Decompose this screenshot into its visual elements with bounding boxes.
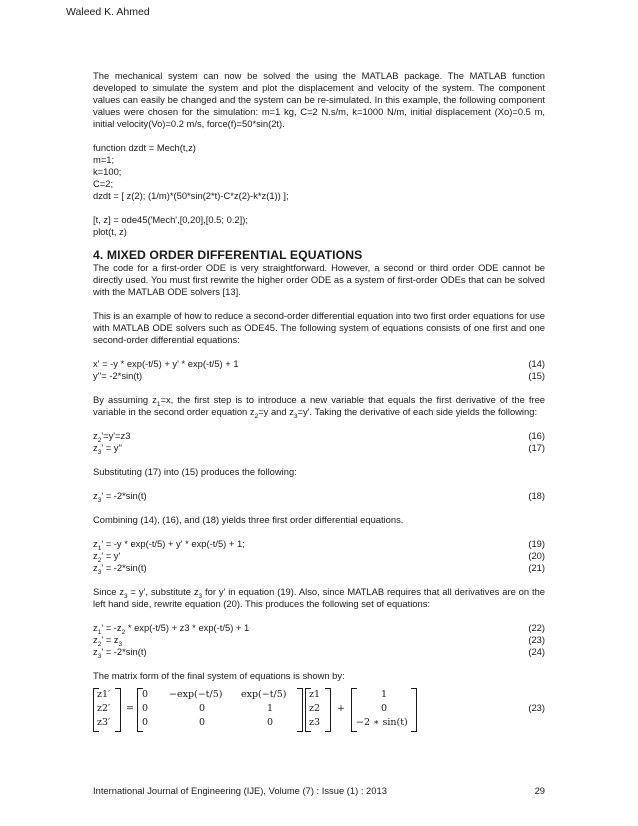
matrix-cell: 0 (199, 717, 206, 728)
matrix-cell: z1 (309, 689, 321, 700)
matrix-cell: 0 (142, 689, 149, 700)
equation-text: $z_3' = -2*\sin(t)$ (93, 562, 147, 576)
code-line: [t, z] = ode45('Mech',[0,20],[0.5; 0.2]); (93, 214, 248, 225)
journal-citation: International Journal of Engineering (IJE), Volume (7) : Issue (1) : 2013 (93, 785, 387, 796)
equation-text: $z_3' = -2*\sin(t)$ (93, 490, 147, 504)
matrix-cell: −2 ∗ sin(t) (356, 717, 408, 728)
forcing-vector (351, 688, 417, 732)
code-line: dzdt = [ z(2); (1/m)*(50*sin(2*t)-C*z(2)-k*z(1)) ]; (93, 190, 289, 201)
equation-number: (20) (528, 550, 545, 561)
equation-text: $z_1' = -y * \exp(-t/5) + y' * \exp(-t/5) + 1$; (93, 538, 245, 552)
equation-number: (21) (528, 562, 545, 573)
equation-number: (22) (528, 622, 545, 633)
paragraph: The code for a first-order ODE is very straightforward. However, a second or third order ODE cannot be directly used. You must first rewrite the higher order ODE as a system of first-order ODEs that can be solved with the MATLAB ODE solvers [13]. (93, 262, 545, 297)
equation-16 (93, 430, 545, 442)
equation-text: y''= -2*sin(t) (93, 370, 143, 381)
equation-text: $z_3' = -2*\sin(t)$ (93, 646, 147, 660)
equation-23 (93, 634, 545, 646)
equation-text: x' = -y * exp(-t/5) + y' * exp(-t/5) + 1 (93, 358, 239, 369)
equation-18 (93, 490, 545, 502)
matrix-cell: 0 (267, 717, 274, 728)
code-line: m=1; (93, 154, 115, 165)
code-line: C=2; (93, 178, 114, 189)
equation-number: (23) (528, 702, 545, 713)
matrix-cell: −exp(−t/5) (169, 689, 223, 700)
section-heading: 4. MIXED ORDER DIFFERENTIAL EQUATIONS (93, 248, 363, 262)
plus-sign: + (337, 703, 345, 714)
equation-number: (14) (528, 358, 545, 369)
equation-17 (93, 442, 545, 454)
paragraph: Substituting (17) into (15) produces the following: (93, 466, 297, 477)
page-footer (93, 785, 545, 796)
equation-21 (93, 562, 545, 574)
matrix-cell: z3 (309, 717, 321, 728)
matrix-cell: z1′ (97, 689, 111, 700)
equation-number: (16) (528, 430, 545, 441)
paragraph: By assuming $z_1=x$, the first step is to introduce a new variable that equals the first derivative of the free variable in the second order equation $z_2=y$ and $z_3=y'$. Taking the derivative of each side yields the following: (93, 394, 546, 420)
equation-number: (23) (528, 634, 545, 645)
intro-paragraph: The mechanical system can now be solved the using the MATLAB package. The MATLAB function developed to simulate the system and plot the displacement and velocity of the system. The component values can easily be changed and the system can be re-simulated. In this example, the following component values were chosen for the simulation: m=1 kg, C=2 N.s/m, k=1000 N/m, initial displacement (Xo)=0.5 m, initial velocity(Vo)=0.2 m/s, force(f)=50*sin(2t). (93, 70, 545, 129)
page-body (93, 70, 545, 734)
matrix-equation (93, 688, 545, 734)
paragraph: The matrix form of the final system of equations is shown by: (93, 670, 345, 681)
equation-19 (93, 538, 545, 550)
code-block-call (93, 214, 545, 238)
equation-number: (15) (528, 370, 545, 381)
equation-text: $z_3' = y''$ (93, 442, 123, 456)
state-vector (305, 688, 331, 732)
code-line: function dzdt = Mech(t,z) (93, 142, 196, 153)
equation-24 (93, 646, 545, 658)
equation-14 (93, 358, 545, 370)
matrix-cell: exp(−t/5) (241, 689, 287, 700)
matrix-cell: z3′ (97, 717, 111, 728)
equation-number: (19) (528, 538, 545, 549)
equation-number: (24) (528, 646, 545, 657)
lhs-vector (93, 688, 121, 732)
running-header: Waleed K. Ahmed (66, 6, 150, 18)
equation-20 (93, 550, 545, 562)
code-block-function (93, 142, 545, 202)
matrix-cell: 0 (142, 703, 149, 714)
matrix-cell: 0 (199, 703, 206, 714)
matrix-cell: 1 (381, 689, 388, 700)
matrix-cell: 0 (142, 717, 149, 728)
matrix-cell: z2 (309, 703, 321, 714)
equals-sign: = (126, 703, 134, 714)
equation-22 (93, 622, 545, 634)
equation-text: $z_2' = z_3$ (93, 634, 123, 648)
page-number: 29 (534, 785, 545, 796)
paragraph: Combining (14), (16), and (18) yields three first order differential equations. (93, 514, 404, 525)
coefficient-matrix (137, 688, 303, 732)
code-line: k=100; (93, 166, 122, 177)
equation-number: (18) (528, 490, 545, 501)
matrix-cell: z2′ (97, 703, 111, 714)
equation-15 (93, 370, 545, 382)
equation-text: $z_2'=y'=z3$ (93, 430, 131, 444)
paragraph: Since $z_3 = y'$, substitute $z_3$ for y' in equation (19). Also, since MATLAB requires that all derivatives are on the left hand side, rewrite equation (20). This produces the following set of equations: (93, 586, 545, 609)
code-line: plot(t, z) (93, 226, 127, 237)
paragraph: This is an example of how to reduce a second-order differential equation into two first order equations for use with MATLAB ODE solvers such as ODE45. The following system of equations consists of one first and one second-order differential equations: (93, 310, 545, 345)
equation-text: $z_2' = y'$ (93, 550, 121, 564)
matrix-cell: 0 (381, 703, 388, 714)
equation-text: $z_1' = -z_2 * \exp(-t/5) + z3 * \exp(-t/5) + 1$ (93, 622, 250, 636)
matrix-cell: 1 (267, 703, 274, 714)
equation-number: (17) (528, 442, 545, 453)
